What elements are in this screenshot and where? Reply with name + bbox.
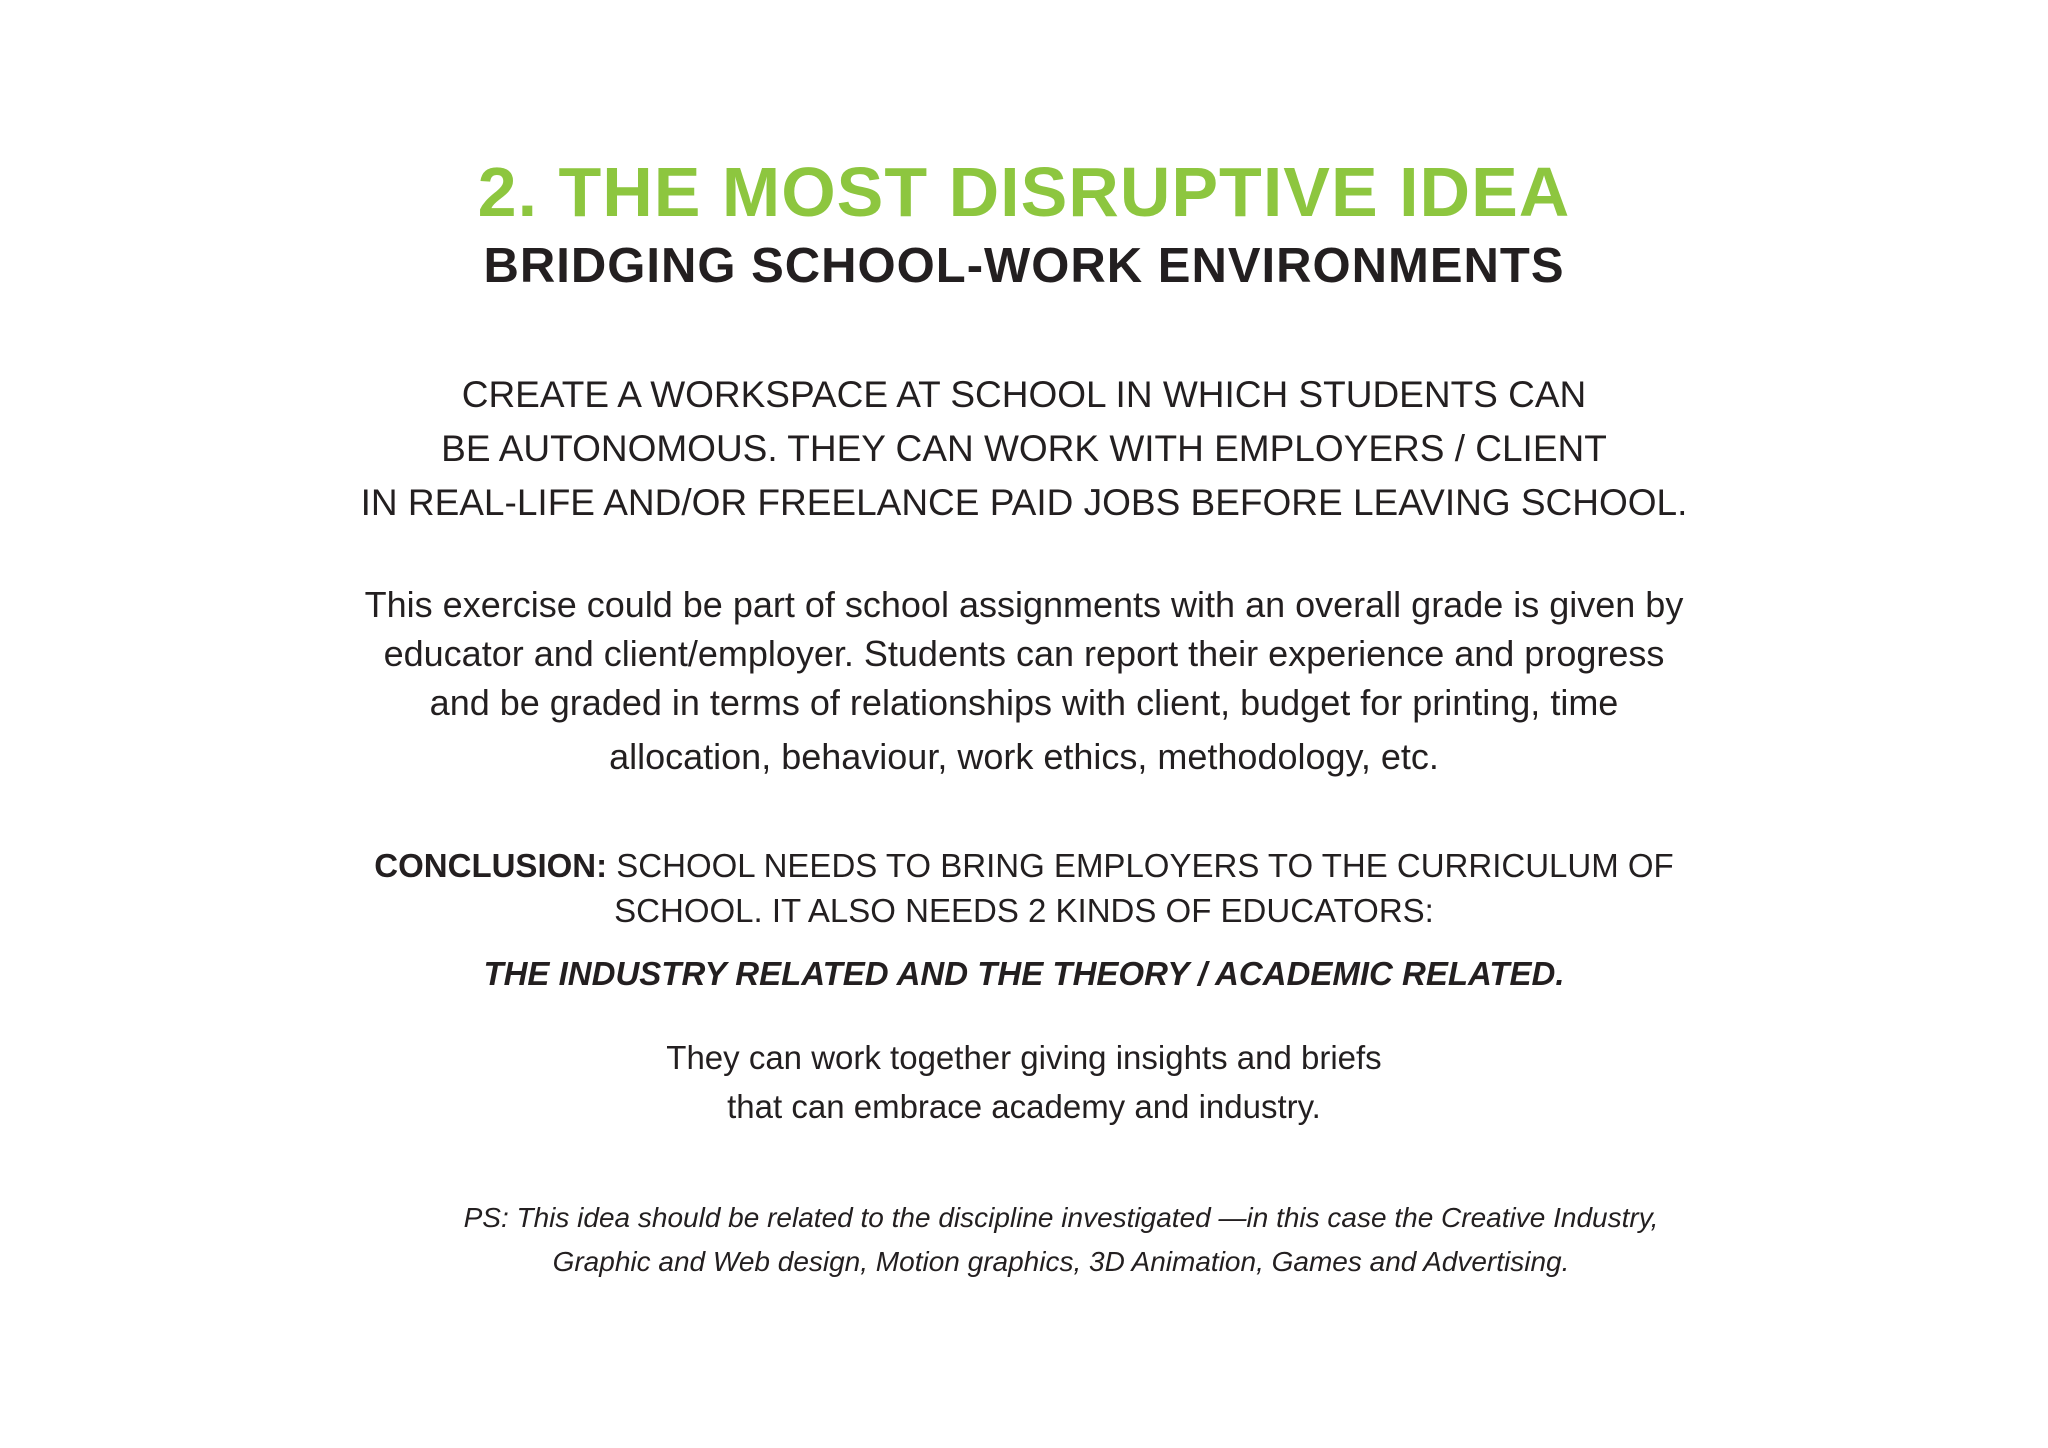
postscript-line: Graphic and Web design, Motion graphics, 3D Animation, Games and Advertising.: [552, 1246, 1570, 1277]
postscript: [37, 1196, 2048, 1284]
lead-line: BE AUTONOMOUS. THEY CAN WORK WITH EMPLOYERS / CLIENT: [441, 428, 1607, 469]
conclusion-line: SCHOOL. IT ALSO NEEDS 2 KINDS OF EDUCATORS:: [614, 892, 1434, 929]
body-paragraph: [0, 580, 2048, 781]
body-line: educator and client/employer. Students can report their experience and progress: [383, 633, 1665, 674]
conclusion-line: [0, 843, 2048, 888]
page-title: 2. THE MOST DISRUPTIVE IDEA: [477, 153, 1571, 231]
conclusion-text: SCHOOL NEEDS TO BRING EMPLOYERS TO THE CURRICULUM OF: [607, 847, 1674, 884]
body-line: This exercise could be part of school assignments with an overall grade is given by: [364, 584, 1684, 625]
postscript-line: PS: This idea should be related to the discipline investigated —in this case the Creative Industry,: [463, 1202, 1659, 1233]
page-subtitle: BRIDGING SCHOOL-WORK ENVIRONMENTS: [483, 239, 1565, 293]
collaboration-line: They can work together giving insights and briefs: [666, 1039, 1382, 1076]
lead-line: CREATE A WORKSPACE AT SCHOOL IN WHICH STUDENTS CAN: [461, 374, 1587, 415]
body-line: and be graded in terms of relationships with client, budget for printing, time: [429, 682, 1619, 723]
lead-statement: [0, 368, 2048, 530]
conclusion-label: CONCLUSION:: [374, 847, 608, 884]
collaboration-line: that can embrace academy and industry.: [727, 1088, 1321, 1125]
educator-types: THE INDUSTRY RELATED AND THE THEORY / ACADEMIC RELATED.: [483, 955, 1565, 992]
body-line: allocation, behaviour, work ethics, methodology, etc.: [609, 736, 1439, 777]
collaboration-note: [0, 1033, 2048, 1131]
conclusion: [0, 843, 2048, 933]
lead-line: IN REAL-LIFE AND/OR FREELANCE PAID JOBS BEFORE LEAVING SCHOOL.: [360, 482, 1688, 523]
